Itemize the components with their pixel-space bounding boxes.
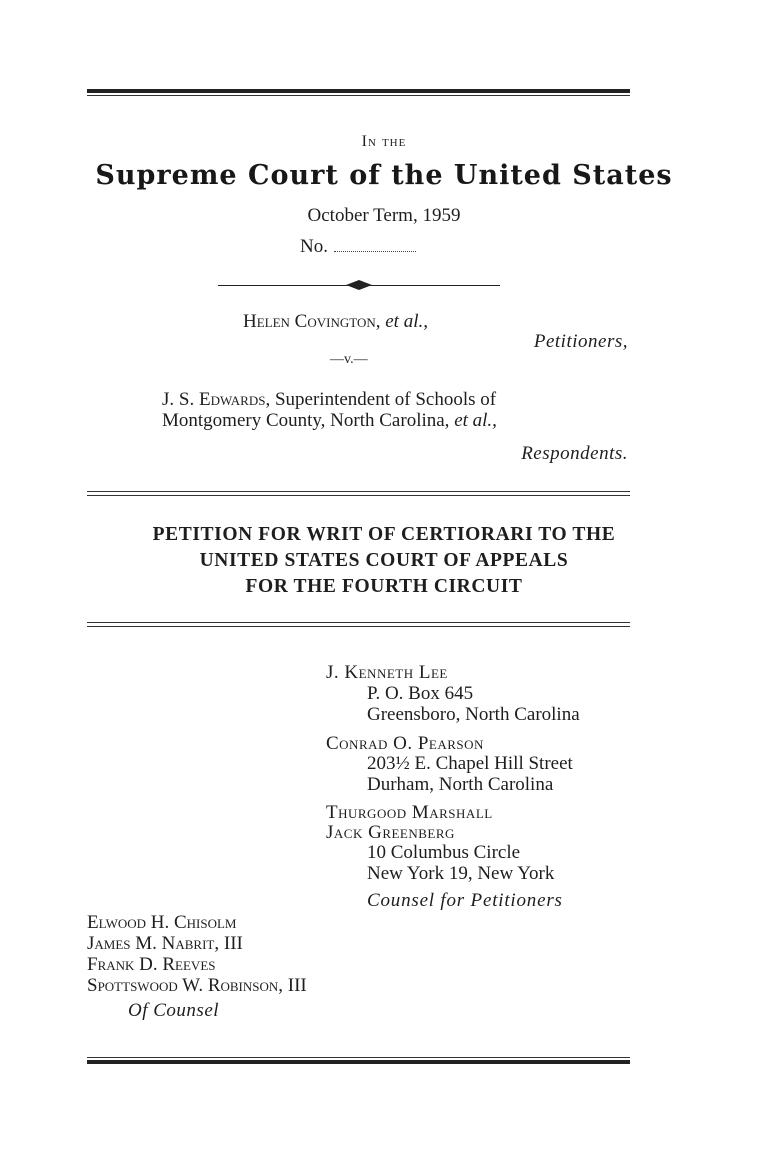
top-rule (87, 89, 630, 96)
petitioner-etal: et al., (385, 311, 428, 332)
counsel-2-name: Conrad O. Pearson (326, 733, 484, 754)
respondent-line-2 (162, 410, 497, 432)
counsel-1-address-1: P. O. Box 645 (367, 683, 474, 704)
counsel-4-name: Jack Greenberg (326, 822, 455, 843)
counsel-34-address-1: 10 Columbus Circle (367, 842, 521, 863)
respondent-role: Respondents. (521, 443, 628, 464)
respondent-etal: et al., (454, 410, 497, 431)
petitioner-role: Petitioners, (533, 331, 628, 352)
respondent-name: J. S. Edwards, (162, 389, 271, 410)
petition-title-line-3: FOR THE FOURTH CIRCUIT (245, 576, 523, 597)
docket-number (300, 236, 416, 258)
of-counsel-name-1: Elwood H. Chisolm (87, 912, 237, 933)
petition-title (0, 522, 768, 600)
petition-title-line-2: UNITED STATES COURT OF APPEALS (199, 550, 569, 571)
lower-rule (87, 622, 630, 627)
of-counsel-role: Of Counsel (128, 1000, 220, 1021)
respondent-title-1: Superintendent of Schools of (274, 389, 497, 410)
respondent-line-1 (162, 389, 496, 411)
counsel-1-name: J. Kenneth Lee (326, 662, 448, 683)
term-label: October Term, 1959 (307, 205, 461, 226)
bottom-rule (87, 1057, 630, 1064)
petitioner-name: Helen Covington, (243, 311, 381, 332)
court-name: Supreme Court of the United States (95, 160, 673, 191)
docket-number-label: No. (300, 236, 328, 257)
petitioner-line (243, 311, 428, 333)
petition-title-line-1: PETITION FOR WRIT OF CERTIORARI TO THE (152, 524, 616, 545)
middle-rule (87, 491, 630, 496)
versus: —v.— (330, 352, 368, 367)
counsel-2-address-2: Durham, North Carolina (367, 774, 554, 795)
in-the-label: In the (361, 133, 407, 150)
docket-number-blank (334, 237, 416, 252)
counsel-role: Counsel for Petitioners (367, 890, 563, 911)
respondent-title-2: Montgomery County, North Carolina, (162, 410, 450, 431)
of-counsel-name-3: Frank D. Reeves (87, 954, 216, 975)
counsel-3-name: Thurgood Marshall (326, 802, 493, 823)
counsel-2-address-1: 203½ E. Chapel Hill Street (367, 753, 573, 774)
counsel-1-address-2: Greensboro, North Carolina (367, 704, 580, 725)
of-counsel-name-2: James M. Nabrit, III (87, 933, 243, 954)
diamond-ornament-icon (346, 280, 372, 290)
counsel-34-address-2: New York 19, New York (367, 863, 555, 884)
of-counsel-name-4: Spottswood W. Robinson, III (87, 975, 307, 996)
